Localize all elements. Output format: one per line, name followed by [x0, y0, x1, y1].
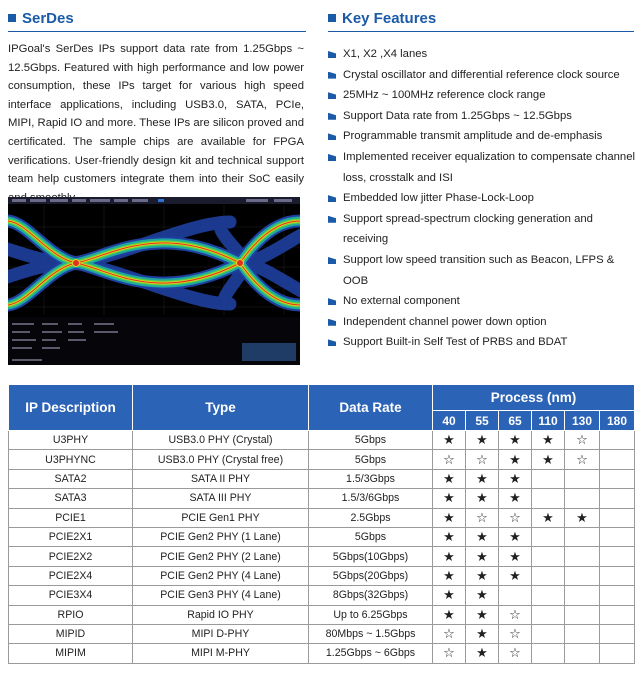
cell-process-mark: ★	[565, 508, 600, 527]
header-type: Type	[133, 385, 309, 431]
cell-process-mark	[565, 489, 600, 508]
cell-process-mark	[532, 547, 565, 566]
cell-process-mark	[600, 644, 635, 663]
feature-text: Implemented receiver equalization to compensate channel loss, crosstalk and ISI	[343, 150, 636, 184]
ip-table	[8, 384, 635, 664]
feature-text: Support Built-in Self Test of PRBS and BDAT	[343, 336, 568, 349]
cell-ip: RPIO	[9, 605, 133, 624]
feature-item	[328, 65, 638, 86]
cell-process-mark: ★	[499, 527, 532, 546]
wedge-bullet-icon	[328, 319, 336, 326]
wedge-bullet-icon	[328, 195, 336, 202]
cell-rate: 1.5/3Gbps	[309, 469, 433, 488]
cell-rate: 5Gbps	[309, 527, 433, 546]
cell-process-mark: ☆	[565, 450, 600, 469]
table-row	[9, 508, 635, 527]
header-node-130: 130	[565, 411, 600, 431]
cell-process-mark: ★	[433, 566, 466, 585]
cell-ip: PCIE3X4	[9, 586, 133, 605]
cell-type: PCIE Gen3 PHY (4 Lane)	[133, 586, 309, 605]
cell-process-mark: ☆	[499, 605, 532, 624]
header-node-40: 40	[433, 411, 466, 431]
cell-type: MIPI D-PHY	[133, 624, 309, 643]
cell-ip: PCIE2X4	[9, 566, 133, 585]
cell-process-mark: ★	[532, 431, 565, 450]
cell-process-mark: ☆	[565, 431, 600, 450]
feature-text: X1, X2 ,X4 lanes	[343, 48, 428, 60]
feature-text: Support Data rate from 1.25Gbps ~ 12.5Gbps	[343, 109, 572, 122]
feature-text: 25MHz ~ 100MHz reference clock range	[343, 89, 546, 102]
wedge-bullet-icon	[328, 133, 336, 140]
wedge-bullet-icon	[328, 298, 336, 305]
feature-text: No external component	[343, 295, 460, 308]
cell-ip: SATA3	[9, 489, 133, 508]
table-row	[9, 469, 635, 488]
cell-process-mark	[600, 586, 635, 605]
table-row	[9, 644, 635, 663]
header-node-65: 65	[499, 411, 532, 431]
table-row	[9, 624, 635, 643]
cell-process-mark	[532, 469, 565, 488]
cell-type: PCIE Gen2 PHY (2 Lane)	[133, 547, 309, 566]
cell-process-mark: ★	[499, 469, 532, 488]
feature-item	[328, 147, 638, 188]
cell-ip: PCIE2X1	[9, 527, 133, 546]
feature-item	[328, 106, 638, 127]
cell-rate: 5Gbps(10Gbps)	[309, 547, 433, 566]
cell-process-mark	[532, 624, 565, 643]
cell-process-mark	[565, 644, 600, 663]
feature-item	[328, 209, 638, 250]
table-row	[9, 547, 635, 566]
cell-rate: 1.5/3/6Gbps	[309, 489, 433, 508]
cell-process-mark	[600, 508, 635, 527]
cell-process-mark: ★	[466, 624, 499, 643]
eye-diagram-image	[8, 197, 300, 365]
cell-process-mark: ★	[433, 431, 466, 450]
feature-item	[328, 291, 638, 312]
cell-rate: 80Mbps ~ 1.5Gbps	[309, 624, 433, 643]
feature-text: Programmable transmit amplitude and de-emphasis	[343, 130, 603, 143]
cell-type: PCIE Gen1 PHY	[133, 508, 309, 527]
wedge-bullet-icon	[328, 154, 336, 161]
cell-process-mark: ★	[532, 450, 565, 469]
cell-process-mark: ★	[433, 469, 466, 488]
key-features-title: Key Features	[342, 9, 437, 27]
cell-process-mark	[565, 624, 600, 643]
cell-process-mark: ★	[499, 489, 532, 508]
table-row	[9, 566, 635, 585]
cell-process-mark: ★	[499, 566, 532, 585]
cell-process-mark	[532, 644, 565, 663]
serdes-intro: IPGoal's SerDes IPs support data rate from 1.25Gbps ~ 12.5Gbps. Featured with high performance and low power consumption, these IPs target for various high speed interface applications, including USB3.0, SATA, PCIe, MIPI, Rapid IO and more. These IPs are silicon proved and certificated. The sample chips are available for FPGA verifications. User-friendly design kit and technical support team help customers integrate them into their SoC easily	[8, 43, 304, 186]
feature-item	[328, 312, 638, 333]
cell-process-mark: ★	[433, 547, 466, 566]
cell-process-mark: ★	[466, 527, 499, 546]
cell-rate: 5Gbps	[309, 431, 433, 450]
wedge-bullet-icon	[328, 339, 336, 346]
key-features-list	[328, 44, 638, 353]
cell-process-mark	[600, 469, 635, 488]
cell-process-mark: ★	[466, 644, 499, 663]
cell-process-mark	[565, 547, 600, 566]
cell-process-mark: ★	[499, 450, 532, 469]
cell-process-mark	[565, 566, 600, 585]
cell-ip: SATA2	[9, 469, 133, 488]
square-bullet-icon	[328, 14, 336, 22]
cell-ip: PCIE2X2	[9, 547, 133, 566]
feature-item	[328, 332, 638, 353]
cell-process-mark: ★	[433, 605, 466, 624]
header-ip-description: IP Description	[9, 385, 133, 431]
feature-text: Independent channel power down option	[343, 315, 547, 328]
feature-text: Embedded low jitter Phase-Lock-Loop	[343, 192, 534, 205]
cell-process-mark	[532, 566, 565, 585]
cell-process-mark	[600, 624, 635, 643]
cell-process-mark	[600, 605, 635, 624]
cell-process-mark: ★	[433, 586, 466, 605]
cell-process-mark: ★	[499, 431, 532, 450]
header-process: Process (nm)	[433, 385, 635, 411]
header-node-180: 180	[600, 411, 635, 431]
cell-type: SATA II PHY	[133, 469, 309, 488]
cell-process-mark	[532, 527, 565, 546]
cell-rate: 1.25Gbps ~ 6Gbps	[309, 644, 433, 663]
cell-process-mark: ☆	[466, 450, 499, 469]
cell-process-mark	[565, 527, 600, 546]
cell-process-mark: ☆	[499, 624, 532, 643]
cell-type: PCIE Gen2 PHY (4 Lane)	[133, 566, 309, 585]
table-row	[9, 431, 635, 450]
table-row	[9, 450, 635, 469]
cell-process-mark: ★	[433, 508, 466, 527]
cell-process-mark: ☆	[499, 644, 532, 663]
cell-process-mark: ★	[532, 508, 565, 527]
feature-item	[328, 250, 638, 291]
scope-status-box	[242, 343, 296, 361]
cell-type: USB3.0 PHY (Crystal)	[133, 431, 309, 450]
cell-process-mark: ★	[466, 431, 499, 450]
cell-process-mark: ☆	[433, 644, 466, 663]
ip-table-body	[9, 431, 635, 664]
cell-process-mark	[499, 586, 532, 605]
serdes-heading	[8, 6, 74, 30]
cell-process-mark: ★	[466, 489, 499, 508]
cell-process-mark	[532, 605, 565, 624]
cell-process-mark: ★	[466, 586, 499, 605]
cell-process-mark: ☆	[433, 450, 466, 469]
cell-type: Rapid IO PHY	[133, 605, 309, 624]
cell-process-mark	[600, 489, 635, 508]
cell-process-mark	[565, 605, 600, 624]
cell-ip: MIPID	[9, 624, 133, 643]
cell-rate: 5Gbps(20Gbps)	[309, 566, 433, 585]
header-node-110: 110	[532, 411, 565, 431]
table-row	[9, 605, 635, 624]
cell-ip: U3PHY	[9, 431, 133, 450]
cell-type: MIPI M-PHY	[133, 644, 309, 663]
cell-process-mark: ☆	[466, 508, 499, 527]
cell-rate: 8Gbps(32Gbps)	[309, 586, 433, 605]
cell-process-mark: ☆	[433, 624, 466, 643]
header-node-55: 55	[466, 411, 499, 431]
cell-process-mark	[532, 489, 565, 508]
table-row	[9, 586, 635, 605]
feature-item	[328, 188, 638, 209]
cell-process-mark	[600, 527, 635, 546]
serdes-divider	[8, 31, 306, 32]
cell-process-mark: ★	[433, 489, 466, 508]
key-features-divider	[328, 31, 634, 32]
wedge-bullet-icon	[328, 51, 336, 58]
cell-process-mark: ★	[466, 469, 499, 488]
cell-type: SATA III PHY	[133, 489, 309, 508]
serdes-title: SerDes	[22, 9, 74, 27]
cell-process-mark: ☆	[499, 508, 532, 527]
table-row	[9, 489, 635, 508]
header-data-rate: Data Rate	[309, 385, 433, 431]
cell-process-mark: ★	[499, 547, 532, 566]
cell-process-mark	[565, 469, 600, 488]
wedge-bullet-icon	[328, 257, 336, 264]
cell-process-mark: ★	[433, 527, 466, 546]
feature-item	[328, 126, 638, 147]
square-bullet-icon	[8, 14, 16, 22]
wedge-bullet-icon	[328, 216, 336, 223]
cell-process-mark	[600, 566, 635, 585]
wedge-bullet-icon	[328, 72, 336, 79]
cell-ip: U3PHYNC	[9, 450, 133, 469]
table-row	[9, 527, 635, 546]
cell-ip: PCIE1	[9, 508, 133, 527]
cell-process-mark: ★	[466, 566, 499, 585]
feature-text: Support low speed transition such as Beacon, LFPS & OOB	[343, 253, 615, 287]
feature-item	[328, 85, 638, 106]
cell-type: PCIE Gen2 PHY (1 Lane)	[133, 527, 309, 546]
cell-rate: 2.5Gbps	[309, 508, 433, 527]
key-features-heading	[328, 6, 436, 30]
cell-process-mark	[600, 450, 635, 469]
feature-text: Crystal oscillator and differential reference clock source	[343, 68, 620, 81]
cell-process-mark	[600, 547, 635, 566]
wedge-bullet-icon	[328, 92, 336, 99]
cell-process-mark: ★	[466, 605, 499, 624]
feature-item	[328, 44, 638, 65]
cell-process-mark	[565, 586, 600, 605]
cell-type: USB3.0 PHY (Crystal free)	[133, 450, 309, 469]
cell-process-mark	[532, 586, 565, 605]
cell-ip: MIPIM	[9, 644, 133, 663]
wedge-bullet-icon	[328, 113, 336, 120]
cell-process-mark	[600, 431, 635, 450]
cell-rate: Up to 6.25Gbps	[309, 605, 433, 624]
cell-process-mark: ★	[466, 547, 499, 566]
feature-text: Support spread-spectrum clocking generation and receiving	[343, 212, 593, 246]
cell-rate: 5Gbps	[309, 450, 433, 469]
